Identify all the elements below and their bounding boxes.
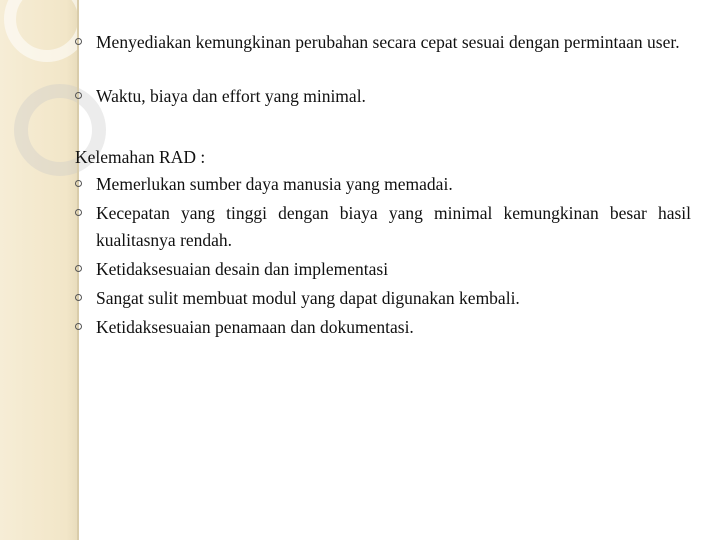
weakness-item — [75, 171, 691, 198]
advantage-text: Menyediakan kemungkinan perubahan secara cepat sesuai dengan permintaan user. — [96, 32, 680, 52]
weakness-item — [75, 256, 691, 283]
weakness-text: Memerlukan sumber daya manusia yang memadai. — [96, 174, 453, 194]
weakness-heading: Kelemahan RAD : — [75, 147, 206, 167]
bullet-circle-icon — [75, 209, 82, 216]
bullet-circle-icon — [75, 38, 82, 45]
weakness-text: Ketidaksesuaian desain dan implementasi — [96, 259, 389, 279]
bullet-circle-icon — [75, 180, 82, 187]
weakness-item — [75, 314, 691, 341]
weakness-text: Kecepatan yang tinggi dengan biaya yang minimal kemungkinan besar hasil kualitasnya rendah. — [96, 203, 691, 250]
bullet-circle-icon — [75, 92, 82, 99]
advantage-item — [75, 29, 691, 56]
bullet-circle-icon — [75, 323, 82, 330]
weakness-text: Sangat sulit membuat modul yang dapat digunakan kembali. — [96, 288, 520, 308]
weakness-text: Ketidaksesuaian penamaan dan dokumentasi. — [96, 317, 414, 337]
weakness-item — [75, 285, 691, 312]
bullet-circle-icon — [75, 265, 82, 272]
weakness-item — [75, 200, 691, 254]
bullet-circle-icon — [75, 294, 82, 301]
advantage-text: Waktu, biaya dan effort yang minimal. — [96, 86, 366, 106]
advantage-item — [75, 83, 691, 110]
